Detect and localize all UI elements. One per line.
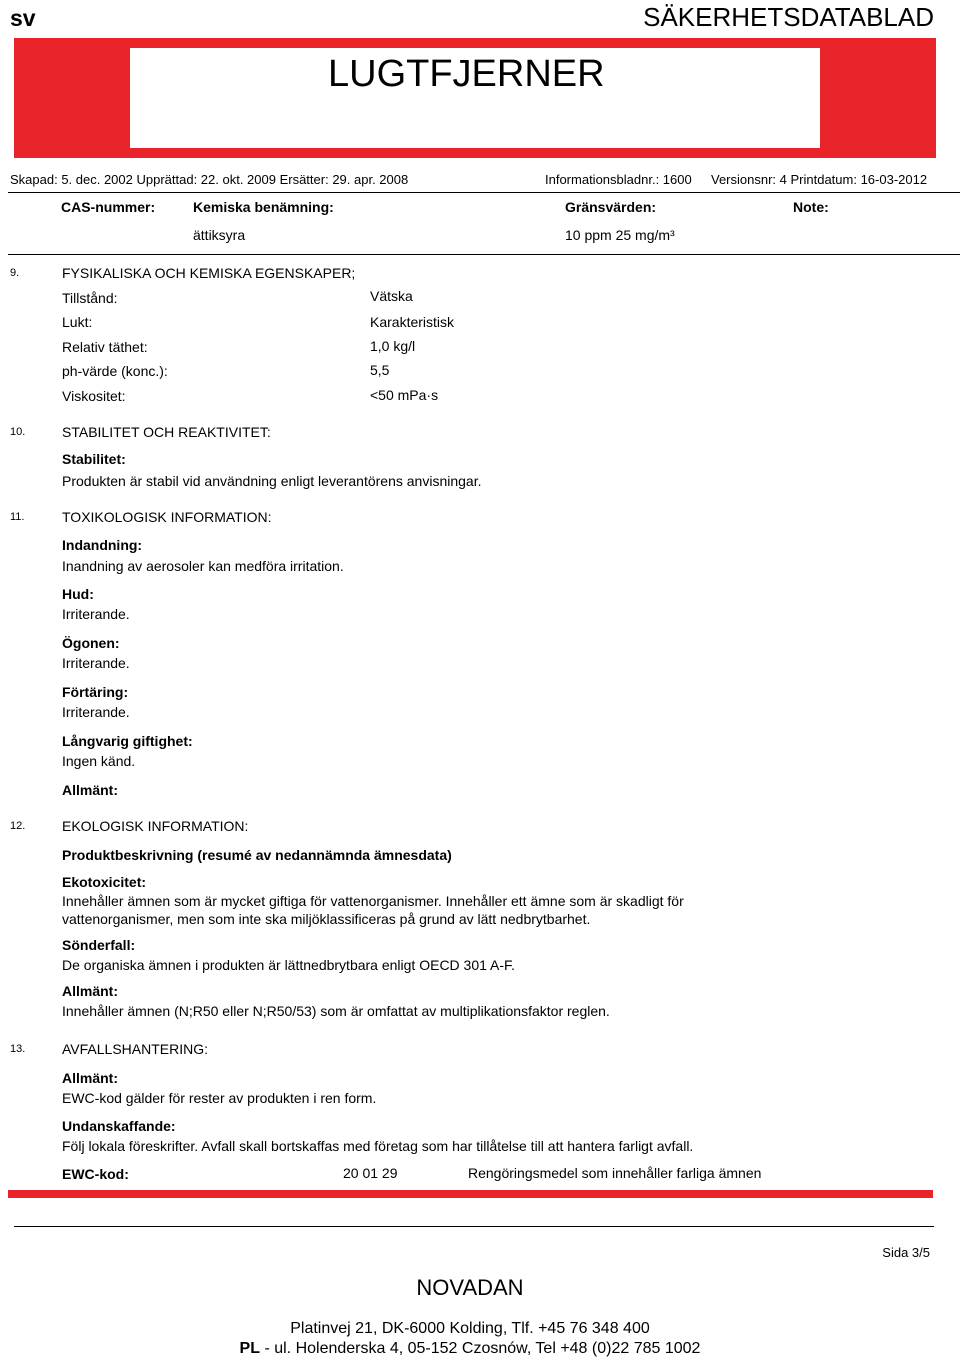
waste-general-text: EWC-kod gälder för rester av produkten i ren form. bbox=[62, 1090, 377, 1106]
header-red-block-right bbox=[820, 48, 936, 158]
eco-general-text: Innehåller ämnen (N;R50 eller N;R50/53) som är omfattat av multiplikationsfaktor reglen. bbox=[62, 1003, 610, 1019]
footer-divider bbox=[14, 1226, 934, 1227]
header-red-block-left bbox=[14, 48, 130, 158]
tox-text: Irriterande. bbox=[62, 606, 130, 622]
ewc-code: 20 01 29 bbox=[343, 1165, 398, 1181]
ecotox-text-line: vattenorganismer, men som inte ska miljöklassificeras på grund av lätt nedbrytbarhet. bbox=[62, 911, 591, 927]
header-red-bar-bottom bbox=[14, 148, 936, 158]
property-value: 1,0 kg/l bbox=[370, 338, 416, 354]
tox-label: Långvarig giftighet: bbox=[62, 733, 193, 749]
limits-value: 10 ppm 25 mg/m³ bbox=[565, 227, 675, 243]
page-number: Sida 3/5 bbox=[882, 1245, 930, 1260]
col-note: Note: bbox=[793, 199, 829, 215]
property-value: Vätska bbox=[370, 288, 413, 304]
section-number: 9. bbox=[10, 267, 20, 279]
property-value: <50 mPa·s bbox=[370, 387, 439, 403]
disposal-text: Följ lokala föreskrifter. Avfall skall bortskaffas med företag som har tillåtelse till att hantera farligt avfall. bbox=[62, 1138, 694, 1154]
col-cas: CAS-nummer: bbox=[61, 199, 156, 215]
property-value: 5,5 bbox=[370, 362, 390, 378]
tox-label: Förtäring: bbox=[62, 684, 129, 700]
document-type: SÄKERHETSDATABLAD bbox=[643, 2, 934, 32]
tox-text: Ingen känd. bbox=[62, 753, 136, 769]
section-number: 10. bbox=[10, 426, 26, 438]
tox-text: Irriterande. bbox=[62, 655, 130, 671]
product-description: Produktbeskrivning (resumé av nedannämnda ämnesdata) bbox=[62, 847, 452, 863]
country-code: PL bbox=[239, 1340, 260, 1357]
tox-label: Hud: bbox=[62, 586, 94, 602]
ewc-label: EWC-kod: bbox=[62, 1166, 129, 1182]
tox-text: Irriterande. bbox=[62, 704, 130, 720]
ecotox-text-line: Innehåller ämnen som är mycket giftiga för vattenorganismer. Innehåller ett ämne som är skadligt för bbox=[62, 893, 684, 909]
product-name: LUGTFJERNER bbox=[328, 53, 605, 95]
decomposition-text: De organiska ämnen i produkten är lättnedbrytbara enligt OECD 301 A-F. bbox=[62, 957, 515, 973]
property-value: Karakteristisk bbox=[370, 314, 455, 330]
property-label: Lukt: bbox=[62, 314, 93, 330]
decomposition-label: Sönderfall: bbox=[62, 937, 136, 953]
chemical-name-value: ättiksyra bbox=[193, 227, 246, 243]
stability-label: Stabilitet: bbox=[62, 451, 126, 467]
section-title: STABILITET OCH REAKTIVITET: bbox=[62, 424, 271, 440]
header-divider bbox=[8, 192, 960, 193]
disposal-label: Undanskaffande: bbox=[62, 1118, 176, 1134]
table-divider bbox=[8, 254, 960, 255]
company-address: Platinvej 21, DK-6000 Kolding, Tlf. +45 76 348 400 bbox=[290, 1320, 650, 1337]
meta-version: Versionsnr: 4 Printdatum: 16-03-2012 bbox=[711, 172, 928, 187]
company-address-pl bbox=[0, 1340, 940, 1358]
tox-text: Inandning av aerosoler kan medföra irritation. bbox=[62, 558, 344, 574]
section-number: 12. bbox=[10, 820, 26, 832]
property-label: Tillstånd: bbox=[62, 290, 118, 306]
property-label: Viskositet: bbox=[62, 388, 126, 404]
language-code: sv bbox=[10, 5, 36, 31]
address-line: - ul. Holenderska 4, 05-152 Czosnów, Tel +48 (0)22 785 1002 bbox=[260, 1340, 701, 1357]
property-label: ph-värde (konc.): bbox=[62, 363, 168, 379]
ecotox-label: Ekotoxicitet: bbox=[62, 874, 147, 890]
section-title: FYSIKALISKA OCH KEMISKA EGENSKAPER; bbox=[62, 265, 356, 281]
tox-general-label: Allmänt: bbox=[62, 782, 118, 798]
header-red-bar-top bbox=[14, 38, 936, 48]
section-number: 11. bbox=[10, 511, 25, 523]
footer-red-bar bbox=[8, 1190, 933, 1198]
eco-general-label: Allmänt: bbox=[62, 983, 118, 999]
company-name: NOVADAN bbox=[416, 1275, 524, 1300]
col-limits: Gränsvärden: bbox=[565, 199, 657, 215]
section-title: AVFALLSHANTERING: bbox=[62, 1041, 209, 1057]
tox-label: Ögonen: bbox=[62, 635, 120, 651]
waste-general-label: Allmänt: bbox=[62, 1070, 118, 1086]
meta-dates: Skapad: 5. dec. 2002 Upprättad: 22. okt. 2009 Ersätter: 29. apr. 2008 bbox=[10, 172, 409, 187]
ewc-description: Rengöringsmedel som innehåller farliga ämnen bbox=[468, 1165, 762, 1181]
section-title: EKOLOGISK INFORMATION: bbox=[62, 818, 249, 834]
section-title: TOXIKOLOGISK INFORMATION: bbox=[62, 509, 272, 525]
section-number: 13. bbox=[10, 1043, 26, 1055]
meta-info-number: Informationsbladnr.: 1600 bbox=[545, 172, 692, 187]
col-chemical-name: Kemiska benämning: bbox=[193, 199, 334, 215]
property-label: Relativ täthet: bbox=[62, 339, 148, 355]
tox-label: Indandning: bbox=[62, 537, 143, 553]
stability-text: Produkten är stabil vid användning enligt leverantörens anvisningar. bbox=[62, 473, 482, 489]
